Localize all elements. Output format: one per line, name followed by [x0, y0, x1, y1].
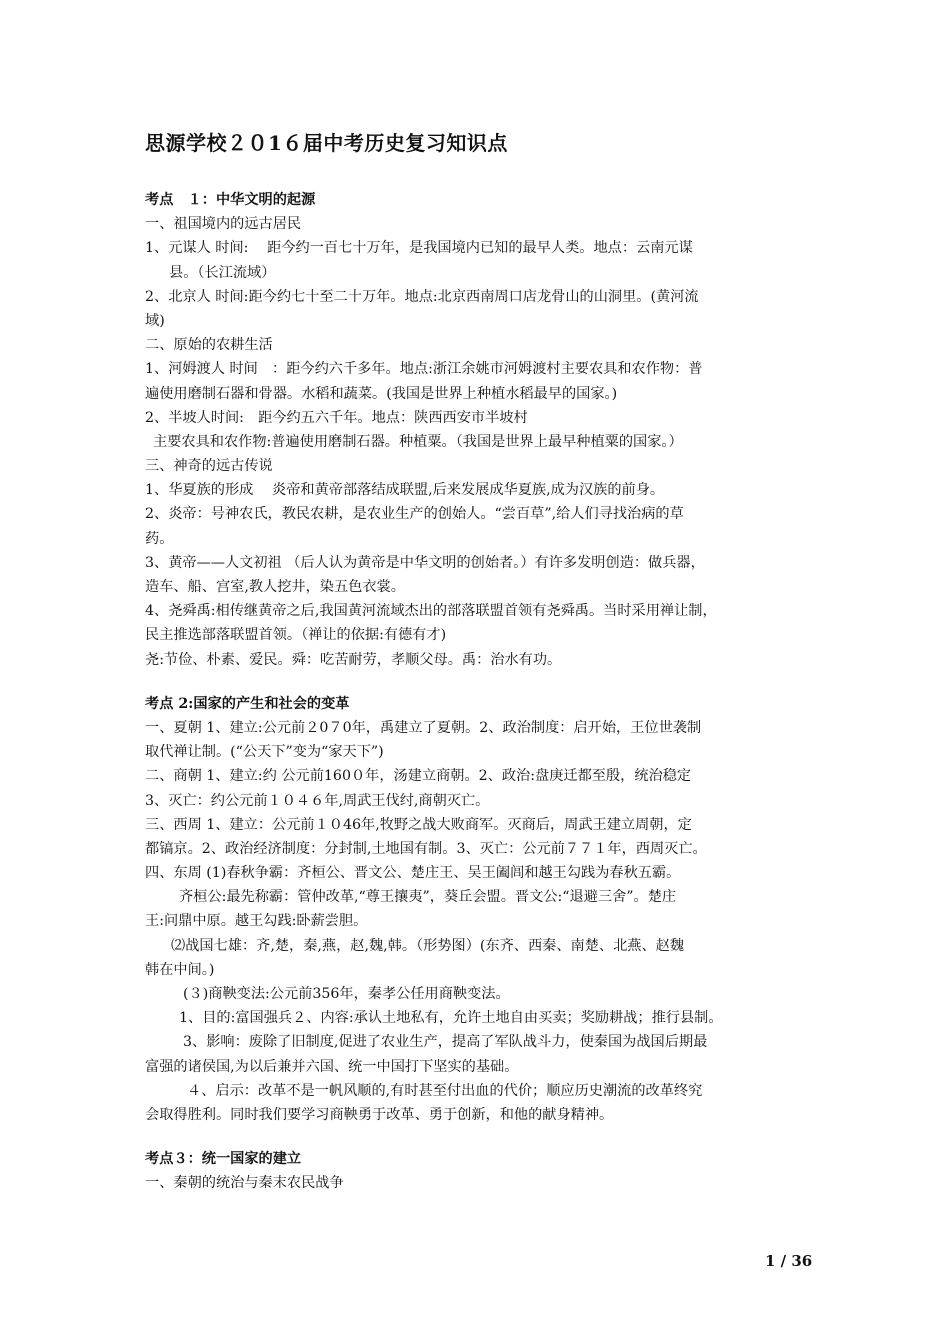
paragraph-line: 民主推选部落联盟首领。（禅让的依据:有德有才) — [145, 627, 447, 644]
paragraph-line: 取代禅让制。(“公天下”变为“家天下”) — [145, 744, 384, 761]
paragraph-line: 王:问鼎中原。越王勾践:卧薪尝胆。 — [145, 913, 368, 930]
section-heading: 考点 １：中华文明的起源 — [145, 192, 316, 208]
paragraph-line: 域) — [145, 312, 165, 329]
section-spacer — [145, 672, 813, 692]
paragraph-line: 3、黄帝——人文初祖 （后人认为黄帝是中华文明的创始者。）有许多发明创造：做兵器， — [145, 554, 705, 571]
document-body — [145, 188, 813, 1196]
paragraph-line: 主要农具和农作物:普遍使用磨制石器。种植粟。（我国是世界上最早种植粟的国家。） — [153, 433, 683, 450]
paragraph-line: 一、秦朝的统治与秦末农民战争 — [145, 1175, 344, 1192]
paragraph-line: 造车、船、宫室,教人挖井，染五色衣裳。 — [145, 579, 405, 595]
paragraph-line: 三、神奇的远古传说 — [145, 458, 273, 475]
paragraph-line: 3、影响：废除了旧制度,促进了农业生产，提高了军队战斗力，使秦国为战国后期最 — [183, 1034, 708, 1051]
paragraph-line: 会取得胜利。同时我们要学习商鞅勇于改革、勇于创新，和他的献身精神。 — [145, 1106, 614, 1123]
section-heading: 考点３：统一国家的建立 — [145, 1151, 302, 1168]
paragraph-line: 2、北京人 时间:距今约七十至二十万年。地点:北京西南周口店龙骨山的山洞里。(黄河流 — [145, 288, 699, 305]
paragraph-line: 3、灭亡：约公元前１０４６年,周武王伐纣,商朝灭亡。 — [145, 792, 490, 809]
paragraph-line: 三、西周 1、建立：公元前１０46年,牧野之战大败商军。灭商后，周武王建立周朝，定 — [145, 816, 692, 833]
paragraph-line: 四、东周 (1)春秋争霸：齐桓公、晋文公、楚庄王、吴王阖闾和越王勾践为春秋五霸。 — [145, 865, 681, 882]
paragraph-line: 韩在中间。) — [145, 961, 215, 978]
paragraph-line: 4、尧舜禹:相传继黄帝之后,我国黄河流域杰出的部落联盟首领有尧舜禹。当时采用禅让制， — [145, 603, 717, 620]
paragraph-line: 二、原始的农耕生活 — [145, 337, 273, 354]
paragraph-line: 1、河姆渡人 时间 ：距今约六千多年。地点:浙江余姚市河姆渡村主要农具和农作物：普 — [145, 361, 703, 378]
page-number: 1 / 36 — [765, 1252, 813, 1270]
paragraph-line: 1、元谋人 时间: 距今约一百七十万年，是我国境内已知的最早人类。地点：云南元谋 — [145, 240, 693, 257]
paragraph-line: 遍使用磨制石器和骨器。水稻和蔬菜。(我国是世界上种植水稻最早的国家。) — [145, 385, 618, 402]
paragraph-line: 一、祖国境内的远古居民 — [145, 216, 302, 233]
paragraph-line: 都镐京。2、政治经济制度：分封制,土地国有制。3、灭亡：公元前７７１年，西周灭亡。 — [145, 840, 707, 857]
paragraph-line: 2、炎帝：号神农氏，教民农耕，是农业生产的创始人。“尝百草”,给人们寻找治病的草 — [145, 506, 684, 523]
paragraph-line: 富强的诸侯国,为以后兼并六国、统一中国打下坚实的基础。 — [145, 1058, 519, 1075]
paragraph-line: 齐桓公:最先称霸：管仲改革,“尊王攘夷”，葵丘会盟。晋文公:“退避三舍”。楚庄 — [179, 889, 677, 906]
paragraph-line: (３)商鞅变法:公元前356年，秦孝公任用商鞅变法。 — [183, 986, 510, 1002]
paragraph-line: 一、夏朝 1、建立:公元前２0７0年，禹建立了夏朝。2、政治制度：启开始，王位世袭制 — [145, 719, 702, 736]
paragraph-line: ４、启示：改革不是一帆风顺的,有时甚至付出血的代价；顺应历史潮流的改革终究 — [187, 1082, 703, 1099]
paragraph-line: 1、目的:富国强兵２、内容:承认土地私有，允许土地自由买卖；奖励耕战；推行县制。 — [179, 1010, 723, 1027]
paragraph-line: 药。 — [145, 530, 174, 547]
paragraph-line: 2、半坡人时间: 距今约五六千年。地点：陕西西安市半坡村 — [145, 409, 528, 426]
paragraph-line: 二、商朝 1、建立:约 公元前160０年，汤建立商朝。2、政治:盘庚迁都至殷，统治稳定 — [145, 768, 692, 785]
document-title: 思源学校２０1６届中考历史复习知识点 — [145, 131, 508, 155]
paragraph-line: 县。（长江流域） — [169, 264, 276, 281]
section-spacer — [145, 1127, 813, 1147]
section-heading: 考点 2:国家的产生和社会的变革 — [145, 695, 350, 712]
paragraph-line: ⑵战国七雄：齐,楚，秦,燕，赵,魏,韩。（形势图）(东齐、西秦、南楚、北燕、赵魏 — [171, 937, 685, 954]
paragraph-line: 尧:节俭、朴素、爱民。舜：吃苦耐劳，孝顺父母。禹：治水有功。 — [145, 651, 562, 668]
paragraph-line: 1、华夏族的形成 炎帝和黄帝部落结成联盟,后来发展成华夏族,成为汉族的前身。 — [145, 482, 665, 499]
